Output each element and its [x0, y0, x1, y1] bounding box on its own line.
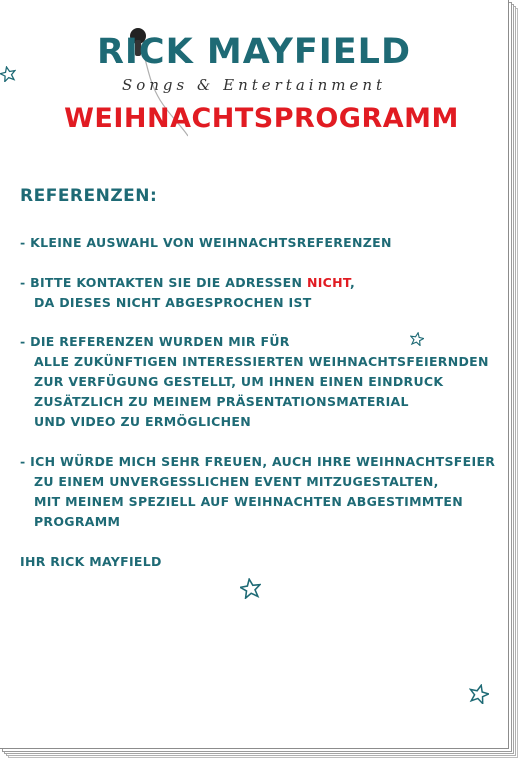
reference-item-2-line2: DA DIESES NICHT ABGESPROCHEN IST [20, 295, 312, 310]
reference-item-4: - ICH WÜRDE MICH SEHR FREUEN, AUCH IHRE WEIHNACHTSFEIER ZU EINEM UNVERGESSLICHEN EVENT MITZUGESTALTEN, MIT MEINEM SPEZIELL AUF WEIHNACHTEN ABGESTIMMTEN PROGRAMM [20, 454, 496, 529]
reference-item-1: - KLEINE AUSWAHL VON WEIHNACHTSREFERENZEN [20, 235, 392, 250]
star-icon [469, 684, 489, 704]
program-title: WEIHNACHTSPROGRAMM [64, 103, 459, 134]
brand-tagline: Songs & Entertainment [121, 76, 387, 94]
brand-name: RICK MAYFIELD [96, 32, 412, 72]
emphasis-nicht: NICHT [306, 275, 350, 290]
star-icon [0, 66, 16, 82]
star-icon [410, 332, 424, 346]
reference-item-3: - DIE REFERENZEN WURDEN MIR FÜR ALLE ZUKÜNFTIGEN INTERESSIERTEN WEIHNACHTSFEIERNDEN ZUR VERFÜGUNG GESTELLT, UM IHNEN EINEN EINDRUCK ZUSÄTZLICH ZU MEINEM PRÄSENTATIONSMATERIAL UND VIDEO ZU ERMÖGLICHEN [20, 334, 489, 429]
section-title: REFERENZEN: [20, 186, 158, 206]
star-icon [240, 578, 261, 599]
reference-item-2-text: - BITTE KONTAKTEN SIE DIE ADRESSEN [20, 275, 307, 290]
reference-item-2 [20, 273, 355, 293]
reference-item-2-comma: , [349, 275, 355, 290]
signature: IHR RICK MAYFIELD [20, 554, 162, 569]
